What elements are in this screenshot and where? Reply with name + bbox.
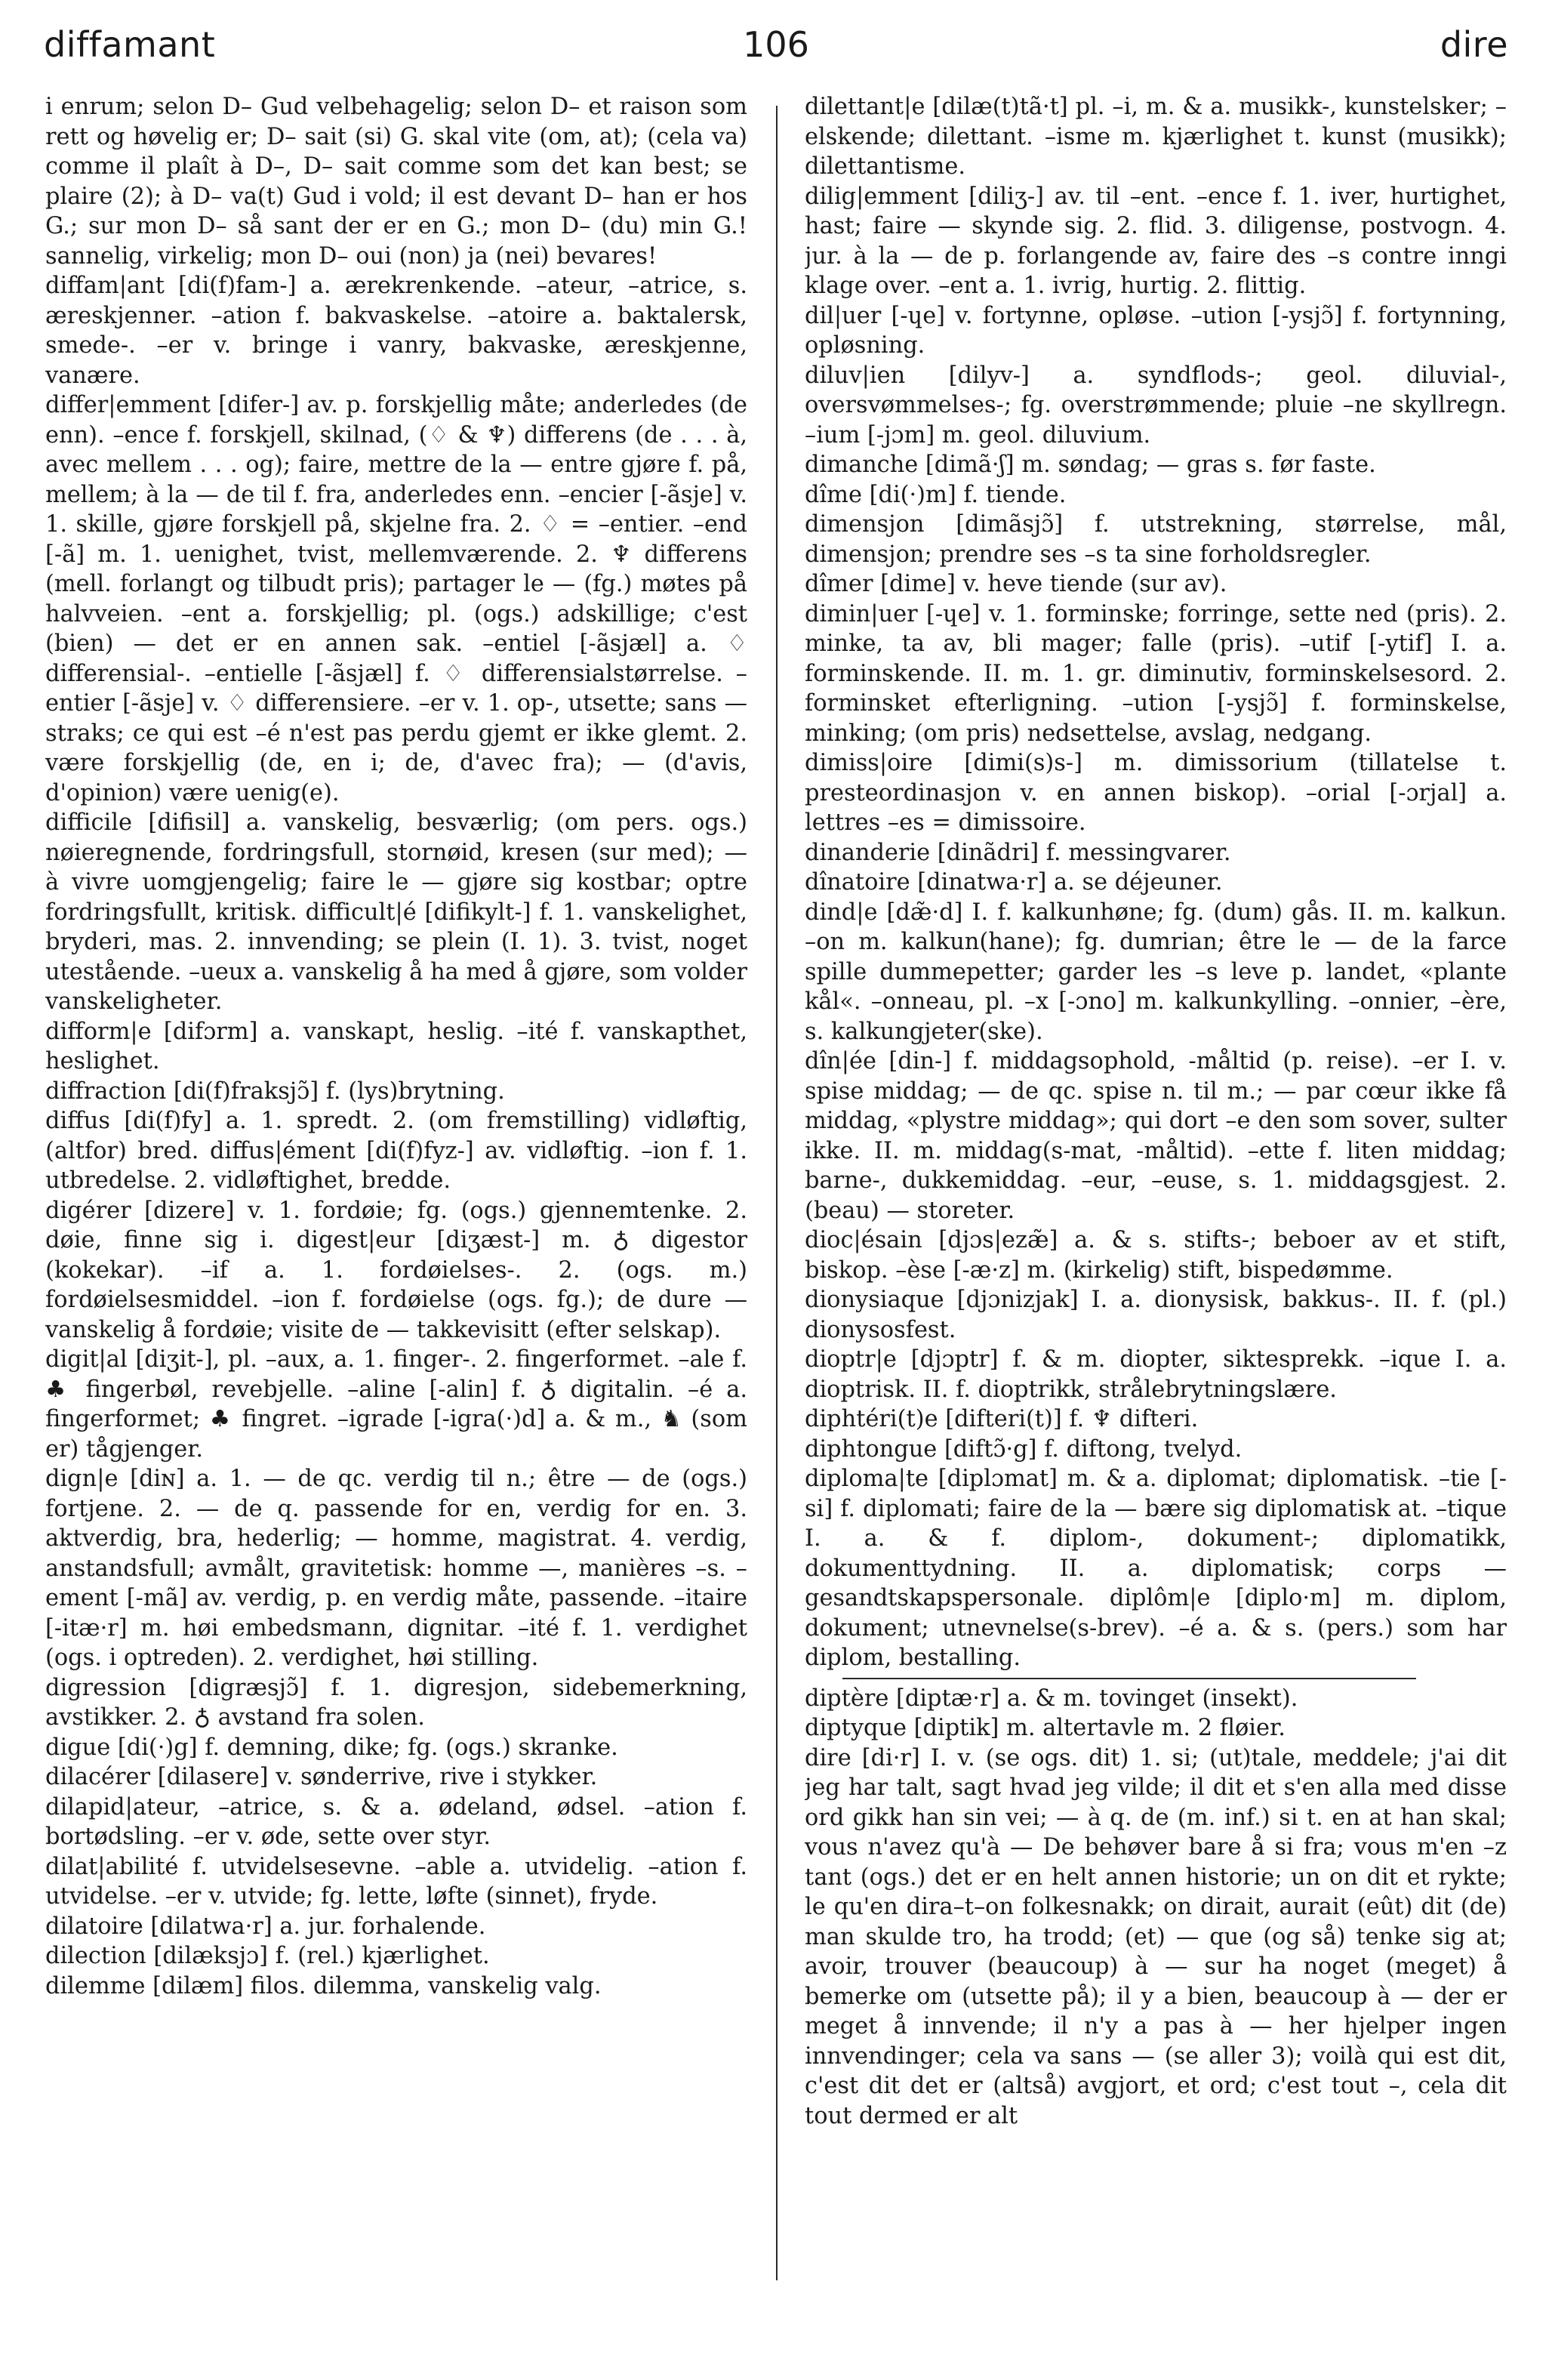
dictionary-entry: digression [digræsjɔ̃] f. 1. digresjon, sidebemerkning, avstikker. 2. ♁ avstand fra solen. xyxy=(45,1674,747,1731)
dictionary-entry: dilig|emment [diliʒ-] av. til –ent. –ence f. 1. iver, hurtighet, hast; faire — skynde sig. 2. flid. 3. diligense, postvogn. 4. jur. à la — de p. forlangende av, faire des –s contre inngi klage over. –ent a. 1. ivrig, hurtig. 2. flittig. xyxy=(805,183,1507,299)
left-guideword: diffamant xyxy=(44,24,216,65)
dictionary-entry: digérer [dizere] v. 1. fordøie; fg. (ogs.) gjennemtenke. 2. døie, finne sig i. digest|eur [diʒæst-] m. ♁ digestor (kokekar). –if a. 1. fordøielses-. 2. (ogs. m.) fordøielsesmiddel. –ion f. fordøielse (ogs. fg.); de dure — vanskelig å fordøie; visite de — takkevisitt (efter selskap). xyxy=(45,1197,747,1343)
dictionary-entry: difform|e [difɔrm] a. vanskapt, heslig. –ité f. vanskapthet, heslighet. xyxy=(45,1018,747,1074)
dictionary-entry: difficile [difisil] a. vanskelig, besværlig; (om pers. ogs.) nøieregnende, fordringsfull, stornøid, kresen (sur med); — à vivre uomgjengelig; faire le — gjøre sig kostbar; optre fordringsfullt, kritisk. difficult|é [difikylt-] f. 1. vanskelighet, bryderi, mas. 2. innvending; se plein (I. 1). 3. tvist, noget utestående. –ueux a. vanskelig å ha med å gjøre, som volder vanskeligheter. xyxy=(45,809,747,1015)
dictionary-entry: digue [di(·)g] f. demning, dike; fg. (ogs.) skranke. xyxy=(45,1734,618,1761)
dictionary-entry: dioc|ésain [djɔs|ezæ̃] a. & s. stifts-; beboer av et stift, biskop. –èse [-æ·z] m. (kirkelig) stift, bispedømme. xyxy=(805,1227,1507,1284)
dictionary-entry: diffam|ant [di(f)fam-] a. ærekrenkende. –ateur, –atrice, s. æreskjenner. –ation f. bakvaskelse. –atoire a. baktalersk, smede-. –er v. bringe i vanry, bakvaske, æreskjenne, vanære. xyxy=(45,273,747,389)
dictionary-entry: diluv|ien [dilyv-] a. syndflods-; geol. diluvial-, oversvømmelses-; fg. overstrømmende; pluie –ne skyllregn. –ium [-jɔm] m. geol. diluvium. xyxy=(805,362,1507,449)
page-header xyxy=(44,20,1508,74)
dictionary-entry: i enrum; selon D– Gud velbehagelig; selon D– et raison som rett og høvelig er; D– sait (si) G. skal vite (om, at); (cela va) comme il plaît à D–, D– sait comme som det kan best; se plaire (2); à D– va(t) Gud i vold; il est devant D– han er hos G.; sur mon D– så sant der er en G.; mon D– (du) min G.! sannelig, virkelig; mon D– oui (non) ja (nei) bevares! xyxy=(45,94,747,270)
dictionary-entry: digit|al [diʒit-], pl. –aux, a. 1. finger-. 2. fingerformet. –ale f. ♣ fingerbøl, revebjelle. –aline [-alin] f. ♁ digitalin. –é a. fingerformet; ♣ fingret. –igrade [-igra(·)d] a. & m., ♞ (som er) tågjenger. xyxy=(45,1346,747,1463)
dictionary-entry: dilettant|e [dilæ(t)tã·t] pl. –i, m. & a. musikk-, kunstelsker; –elskende; dilettant. –isme m. kjærlighet t. kunst (musikk); dilettantisme. xyxy=(805,94,1507,180)
dictionary-entry: dire [di·r] I. v. (se ogs. dit) 1. si; (ut)tale, meddele; j'ai dit jeg har talt, sagt hvad jeg vilde; il dit et s'en alla med disse ord gikk han sin vei; — à q. de (m. inf.) si t. en at han skal; vous n'avez qu'à — De behøver bare å si fra; vous m'en –z tant (ogs.) det er en helt annen historie; un on dit et rykte; le qu'en dira–t–on folkesnakk; on dirait, aurait (eût) dit (de) man skulde tro, ha trodd; (et) — que (og så) tenke sig at; avoir, trouver (beaucoup) à — sur ha noget (meget) å bemerke om (utsette på); il y a bien, beaucoup à — der er meget å innvende; il n'y a pas à — her hjelper ingen innvendinger; cela va sans — (se aller 3); voilà qui est dit, c'est dit det er (altså) avgjort, et ord; c'est tout –, cela dit tout dermed er alt xyxy=(805,1744,1507,2129)
dictionary-entry: dil|uer [-ɥe] v. fortynne, opløse. –ution [-ysjɔ̃] f. fortynning, opløsning. xyxy=(805,302,1507,359)
dictionary-entry: dîme [di(·)m] f. tiende. xyxy=(805,481,1067,508)
dictionary-entry: diphtongue [diftɔ̃·g] f. diftong, tvelyd. xyxy=(805,1435,1243,1463)
dictionary-entry: dionysiaque [djɔnizjak] I. a. dionysisk, bakkus-. II. f. (pl.) dionysosfest. xyxy=(805,1287,1507,1343)
column-divider xyxy=(776,106,778,2280)
dictionary-entry: diffraction [di(f)fraksjɔ̃] f. (lys)brytning. xyxy=(45,1077,505,1105)
dictionary-entry: dîn|ée [din-] f. middagsophold, -måltid (p. reise). –er I. v. spise middag; — de qc. spise n. til m.; — par cœur ikke få middag, «plystre middag»; qui dort –e den som sover, sulter ikke. II. m. middag(s-mat, -måltid). –ette f. liten middag; barne-, dukkemiddag. –eur, –euse, s. 1. middagsgjest. 2. (beau) — storeter. xyxy=(805,1048,1507,1224)
dictionary-entry: dilat|abilité f. utvidelsesevne. –able a. utvidelig. –ation f. utvidelse. –er v. utvide; fg. lette, løfte (sinnet), fryde. xyxy=(45,1853,747,1910)
dictionary-entry: dimensjon [dimãsjɔ̃] f. utstrekning, størrelse, mål, dimensjon; prendre ses –s ta sine forholdsregler. xyxy=(805,511,1507,568)
page-number: 106 xyxy=(743,24,809,65)
dictionary-entry: dind|e [dæ̃·d] I. f. kalkunhøne; fg. (dum) gås. II. m. kalkun. –on m. kalkun(hane); fg. dumrian; être le — de la farce spille dummepetter; garder les –s leve p. landet, «plante kål«. –onneau, pl. –x [-ɔno] m. kalkunkylling. –onnier, –ère, s. kalkungjeter(ske). xyxy=(805,899,1507,1045)
entry-divider-rule xyxy=(842,1678,1416,1679)
dictionary-entry: dioptr|e [djɔptr] f. & m. diopter, siktesprekk. –ique I. a. dioptrisk. II. f. dioptrikk, strålebrytningslære. xyxy=(805,1346,1507,1403)
dictionary-entry: dînatoire [dinatwa·r] a. se déjeuner. xyxy=(805,869,1223,896)
left-column xyxy=(45,92,747,2350)
dictionary-entry: dimiss|oire [dimi(s)s-] m. dimissorium (tillatelse t. presteordinasjon v. en annen biskop). –orial [-ɔrjal] a. lettres –es = dimissoire. xyxy=(805,750,1507,836)
dictionary-entry: dimin|uer [-ɥe] v. 1. forminske; forringe, sette ned (pris). 2. minke, ta av, bli mager; falle (pris). –utif [-ytif] I. a. forminskende. II. m. 1. gr. diminutiv, forminskelsesord. 2. forminsket efterligning. –ution [-ysjɔ̃] f. forminskelse, minking; (om pris) nedsettelse, avslag, nedgang. xyxy=(805,600,1507,747)
dictionary-entry: dilapid|ateur, –atrice, s. & a. ødeland, ødsel. –ation f. bortødsling. –er v. øde, sette over styr. xyxy=(45,1793,747,1850)
dictionary-entry: diptyque [diptik] m. altertavle m. 2 fløier. xyxy=(805,1715,1286,1741)
right-guideword: dire xyxy=(1440,24,1508,65)
dictionary-entry: diploma|te [diplɔmat] m. & a. diplomat; diplomatisk. –tie [-si] f. diplomati; faire de la — bære sig diplomatisk at. –tique I. a. & f. diplom-, dokument-; diplomatikk, dokumenttydning. II. a. diplomatisk; corps — gesandtskapspersonale. diplôm|e [diplo·m] m. diplom, dokument; utnevnelse(s-brev). –é a. & s. (pers.) som har diplom, bestalling. xyxy=(805,1466,1507,1671)
dictionary-entry: dinanderie [dinãdri] f. messingvarer. xyxy=(805,839,1231,866)
dictionary-entry: dilatoire [dilatwa·r] a. jur. forhalende. xyxy=(45,1913,486,1940)
dictionary-entry: diffus [di(f)fy] a. 1. spredt. 2. (om fremstilling) vidløftig, (altfor) bred. diffus|ément [di(f)fyz-] av. vidløftig. –ion f. 1. utbredelse. 2. vidløftighet, bredde. xyxy=(45,1108,747,1194)
dictionary-entry: dign|e [diɴ] a. 1. — de qc. verdig til n.; être — de (ogs.) fortjene. 2. — de q. passende for en, verdig for en. 3. aktverdig, bra, hederlig; — homme, magistrat. 4. verdig, anstandsfull; avmålt, gravitetisk: homme —, manières –s. –ement [-mã] av. verdig, p. en verdig måte, passende. –itaire [-itæ·r] m. høi embedsmann, dignitar. –ité f. 1. verdighet (ogs. i optreden). 2. verdighet, høi stilling. xyxy=(45,1466,747,1671)
right-column xyxy=(805,92,1507,2350)
dictionary-entry: dilemme [dilæm] filos. dilemma, vanskelig valg. xyxy=(45,1972,602,1999)
dictionary-entry: differ|emment [difer-] av. p. forskjellig måte; anderledes (de enn). –ence f. forskjell, skilnad, (♢ & ♆) differens (de . . . à, avec mellem . . . og); faire, mettre de la — entre gjøre f. på, mellem; à la — de til f. fra, anderledes enn. –encier [-ãsje] v. 1. skille, gjøre forskjell på, skjelne fra. 2. ♢ = –entier. –end [-ã] m. 1. uenighet, tvist, mellemværende. 2. ♆ differens (mell. forlangt og tilbudt pris); partager le — (fg.) møtes på halvveien. –ent a. forskjellig; pl. (ogs.) adskillige; c'est (bien) — det er en annen sak. –entiel [-ãsjæl] a. ♢ differensial-. –entielle [-ãsjæl] f. ♢ differensialstørrelse. –entier [-ãsje] v. ♢ differensiere. –er v. 1. op-, utsette; sans — straks; ce qui est –é n'est pas perdu gjemt er ikke glemt. 2. være forskjellig (de, en i; de, d'avec fra); — (d'avis, d'opinion) være uenig(e). xyxy=(45,392,747,806)
dictionary-entry: dilacérer [dilasere] v. sønderrive, rive i stykker. xyxy=(45,1764,598,1790)
dictionary-entry: dilection [dilæksjɔ] f. (rel.) kjærlighet. xyxy=(45,1943,490,1969)
dictionary-entry: dîmer [dime] v. heve tiende (sur av). xyxy=(805,571,1227,597)
dictionary-entry: diphtéri(t)e [difteri(t)] f. ♆ difteri. xyxy=(805,1406,1199,1432)
dictionary-entry: diptère [diptæ·r] a. & m. tovinget (insekt). xyxy=(805,1685,1298,1712)
dictionary-entry: dimanche [dimã·ʃ] m. søndag; — gras s. før faste. xyxy=(805,452,1376,478)
